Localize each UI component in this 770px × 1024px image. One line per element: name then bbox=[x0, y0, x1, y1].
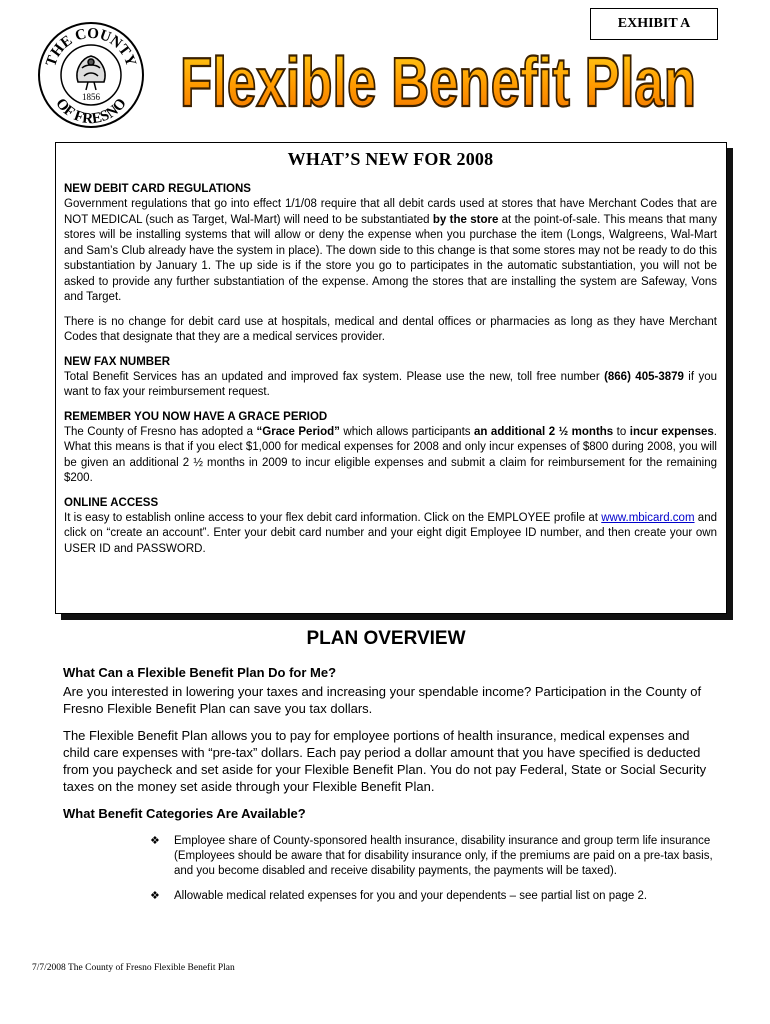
question-categories: What Benefit Categories Are Available? bbox=[63, 806, 306, 821]
grace-paragraph: The County of Fresno has adopted a “Grace Period” which allows participants an additional 2 ½ months to incur expenses. What this means is that if you elect $1,000 for medical expenses for 2008 and only incur expenses of $800 during 2008, you will be given an additional 2 ½ months in 2009 to incur eligible expenses and submit a claim for reimbursement for the remaining $200. bbox=[64, 425, 717, 484]
diamond-bullet-icon: ❖ bbox=[150, 835, 160, 847]
overview-paragraph-1: Are you interested in lowering your taxes and increasing your spendable income? Participation in the County of Fresno Flexible Benefit Plan can save you tax dollars. bbox=[63, 684, 702, 716]
overview-paragraph-2: The Flexible Benefit Plan allows you to pay for employee portions of health insurance, medical expenses and child care expenses with “pre-tax” dollars. Each pay period a dollar amount that you have specified is deducted from you paycheck and set aside for your Flexible Benefit Plan. You do not pay Federal, State or Social Security taxes on the money set aside through your Flexible Benefit Plan. bbox=[63, 728, 707, 794]
question-what-can: What Can a Flexible Benefit Plan Do for Me? bbox=[63, 665, 337, 680]
grace-heading: REMEMBER YOU NOW HAVE A GRACE PERIOD bbox=[64, 410, 328, 423]
fax-paragraph: Total Benefit Services has an updated and improved fax system. Please use the new, toll free number (866) 405-3879 if you want to fax your reimbursement request. bbox=[64, 370, 717, 398]
plan-overview-section bbox=[63, 664, 719, 824]
online-heading: ONLINE ACCESS bbox=[64, 496, 159, 509]
svg-text:Flexible Benefit Plan: Flexible Benefit Plan bbox=[180, 43, 696, 118]
debit-paragraph: Government regulations that go into effect 1/1/08 require that all debit cards used at stores that have Merchant Codes that are NOT MEDICAL (such as Target, Wal-Mart) will need to be substantiated by the store at the point-of-sale. This means that many stores will be installing systems that will allow or deny the expense when you purchase the item (Longs, Walgreens, Wal-Mart and Sam’s Club already have the system in place). The down side to this change is that some stores may not be ready to do this substantiation by January 1. The up side is if the store you go to participates in the automatic substantiation, you will not be asked to provide any further substantiation of the expense. Among the stores that are installing the system are Safeway, Vons and Target. bbox=[64, 198, 717, 303]
page-footer: 7/7/2008 The County of Fresno Flexible Benefit Plan bbox=[32, 963, 235, 973]
debit-heading: NEW DEBIT CARD REGULATIONS bbox=[64, 183, 251, 195]
exhibit-label: EXHIBIT A bbox=[590, 8, 718, 40]
plan-overview-title: PLAN OVERVIEW bbox=[306, 628, 466, 649]
county-seal-logo bbox=[36, 20, 146, 130]
whats-new-box bbox=[55, 142, 727, 614]
svg-text:OF FRESNO: OF FRESNO bbox=[52, 95, 130, 128]
svg-text:THE COUNTY: THE COUNTY bbox=[43, 25, 139, 69]
fax-number: (866) 405-3879 bbox=[604, 370, 684, 383]
list-item: ❖ Employee share of County-sponsored health insurance, disability insurance and group term life insurance (Employees should be aware that for disability insurance only, if the premiums are paid on a pre-tax basis, and you become disabled and receive disability payments, the payments will be taxed). bbox=[150, 835, 713, 877]
debit-paragraph-2: There is no change for debit card use at hospitals, medical and dental offices or pharmacies as long as they have Merchant Codes that designate that they are a medical services provider. bbox=[64, 315, 717, 343]
mbicard-link[interactable]: www.mbicard.com bbox=[601, 511, 695, 524]
benefit-categories-list bbox=[150, 834, 720, 914]
seal-year: 1856 bbox=[82, 92, 100, 102]
online-paragraph: It is easy to establish online access to your flex debit card information. Click on the EMPLOYEE profile at www.mbicard.com and click on “create an account”. Enter your debit card number and your eight digit Employee ID number, and then create your own USER ID and PASSWORD. bbox=[64, 511, 717, 555]
fax-heading: NEW FAX NUMBER bbox=[64, 355, 171, 368]
list-item: ❖ Allowable medical related expenses for you and your dependents – see partial list on page 2. bbox=[150, 890, 648, 902]
banner-title bbox=[176, 38, 700, 118]
diamond-bullet-icon: ❖ bbox=[150, 890, 160, 902]
whats-new-title: WHAT’S NEW FOR 2008 bbox=[287, 149, 494, 169]
